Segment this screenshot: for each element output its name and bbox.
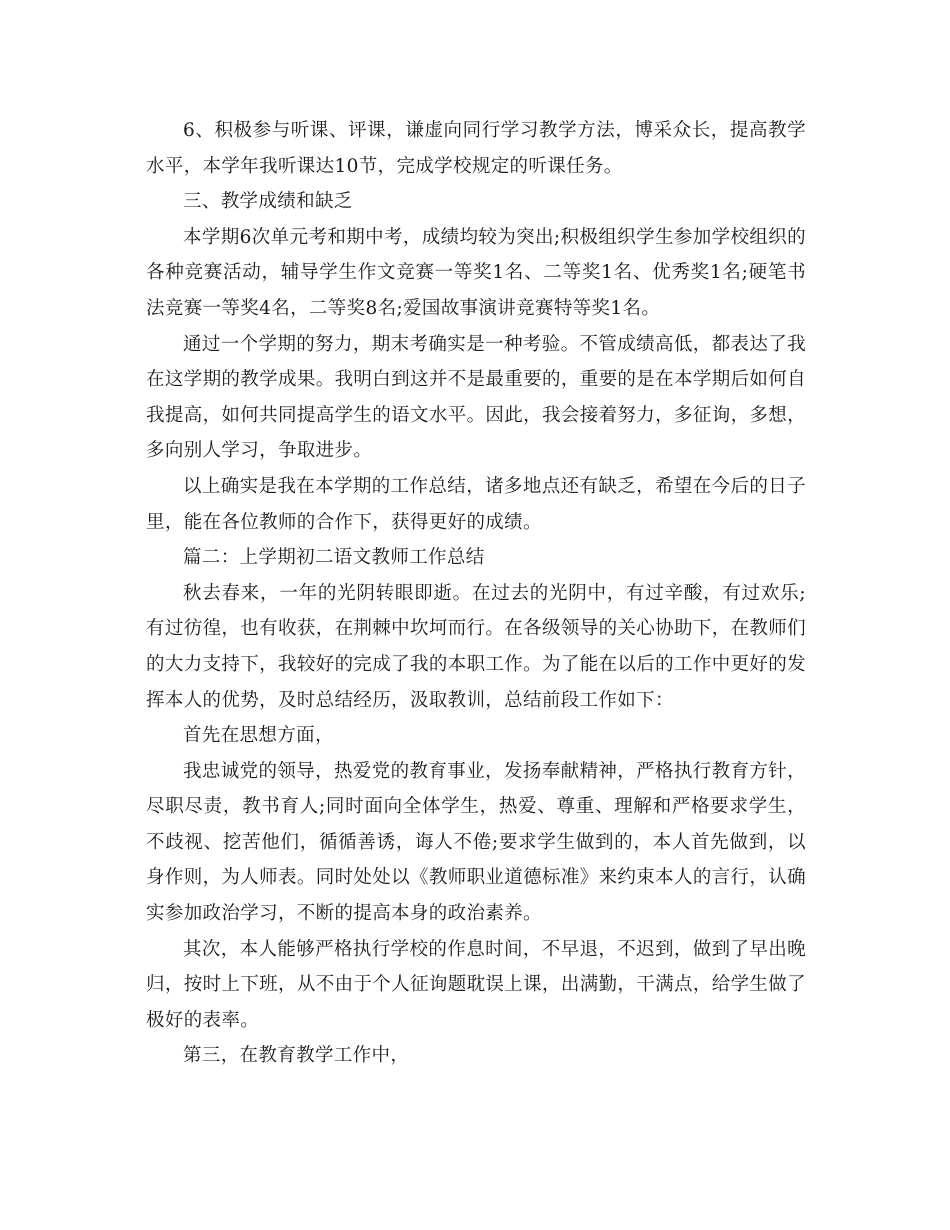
section-heading-results: 三、教学成绩和缺乏 [183, 191, 353, 213]
section-heading-thought: 首先在思想方面， [183, 725, 334, 747]
section-heading-teaching: 第三，在教育教学工作中， [183, 1045, 410, 1067]
paragraph-semester-effort: 通过一个学期的努力，期末考确实是一种考验。不管成绩高低，都表达了我在这学期的教学成果。我明白到这并不是最重要的，重要的是在本学期后如何自我提高，如何共同提高学生的语文水平。因此，我会接着努力，多征询，多想，多向别人学习，争取进步。 [146, 333, 806, 462]
paragraph-loyalty: 我忠诚党的领导，热爱党的教育事业，发扬奉献精神，严格执行教育方针，尽职尽责，教书育人;同时面向全体学生，热爱、尊重、理解和严格要求学生，不歧视、挖苦他们，循循善诱，诲人不倦;要求学生做到的，本人首先做到，以身作则，为人师表。同时处处以《教师职业道德标准》来约束本人的言行，认确实参加政治学习，不断的提高本身的政治素养。 [146, 760, 806, 925]
paragraph-intro-year: 秋去春来，一年的光阴转眼即逝。在过去的光阴中，有过辛酸，有过欢乐;有过彷徨，也有收获，在荆棘中坎坷而行。在各级领导的关心协助下，在教师们的大力支持下，我较好的完成了我的本职工作。为了能在以后的工作中更好的发挥本人的优势，及时总结经历，汲取教训，总结前段工作如下： [146, 582, 806, 711]
paragraph-exam-results: 本学期6次单元考和期中考，成绩均较为突出;积极组织学生参加学校组织的各种竞赛活动，辅导学生作文竞赛一等奖1名、二等奖1名、优秀奖1名;硬笔书法竞赛一等奖4名，二等奖8名;爱国故事演讲竞赛特等奖1名。 [146, 226, 806, 319]
paragraph-conclusion: 以上确实是我在本学期的工作总结，诸多地点还有缺乏，希望在今后的日子里，能在各位教师的合作下，获得更好的成绩。 [146, 475, 806, 533]
paragraph-schedule: 其次，本人能够严格执行学校的作息时间，不早退，不迟到，做到了早出晚归，按时上下班，从不由于个人征询题耽误上课，出满勤，干满点，给学生做了极好的表率。 [146, 938, 806, 1031]
document-body [146, 113, 806, 1074]
section-heading-part-two: 篇二：上学期初二语文教师工作总结 [183, 547, 485, 569]
paragraph-listen-lessons: 6、积极参与听课、评课，谦虚向同行学习教学方法，博采众长，提高教学水平，本学年我听课达10节，完成学校规定的听课任务。 [146, 120, 806, 177]
